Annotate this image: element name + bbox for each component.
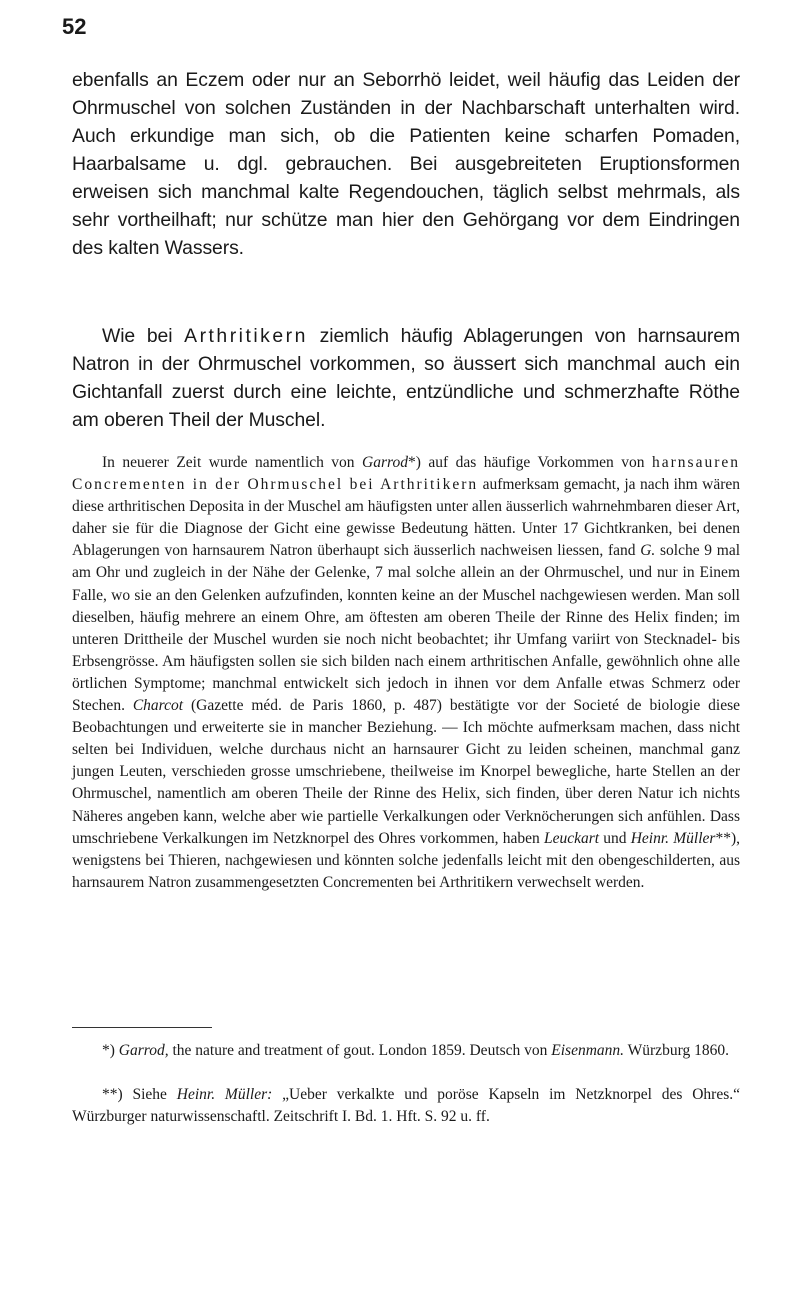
paragraph-1: ebenfalls an Eczem oder nur an Seborrhö leidet, weil häufig das Leiden der Ohrmuschel von solchen Zuständen in der Nachbarschaft unterhalten wird. Auch erkundige man sich, ob die Patienten keine scharfen Pomaden, Haarbalsame u. dgl. gebrauchen. Bei ausgebreiteten Eruptionsformen erweisen sich manchmal kalte Regendouchen, täglich selbst mehrmals, als sehr vortheilhaft; nur schütze man hier den Gehörgang vor dem Eindringen des kalten Wassers. bbox=[72, 69, 740, 259]
footnote-1 bbox=[72, 1040, 740, 1062]
footnote-divider bbox=[72, 1027, 212, 1028]
author-garrod: Garrod bbox=[362, 454, 408, 471]
footnote-2-mark: **) Siehe bbox=[102, 1086, 177, 1103]
author-mueller: Heinr. Müller bbox=[630, 829, 716, 847]
paragraph-2-spaced-term: Arthritikern bbox=[184, 325, 308, 347]
author-leuckart: Leuckart bbox=[543, 829, 600, 847]
footnote-1-text-1: the nature and treatment of gout. London 1859. Deutsch von bbox=[168, 1042, 552, 1059]
paragraph-3-text-5: (Gazette méd. de Paris 1860, p. 487) bestätigte vor der Societé de biologie diese Beobachtungen und erweiterte sie in mancher Beziehung. — Ich möchte aufmerksam machen, dass nicht selten bei Individuen, welche durchaus nicht an harnsaurer Gicht zu leiden scheinen, manchmal ganz jungen Leuten, verschieden grosse umschriebene, theilweise im Knorpel bewegliche, harte Stellen an der Ohrmuschel, namentlich am oberen Theile der Rinne des Helix, sich finden, über deren Natur ich nichts Näheres angeben kann, welche aber wie partielle Verkalkungen oder Verknöcherungen sich anfühlen. Dass umschriebene Verkalkungen im Netzknorpel des Ohres vorkommen, haben bbox=[72, 697, 740, 847]
page-number: 52 bbox=[62, 14, 87, 39]
footnote-1-translator: Eisenmann. bbox=[551, 1042, 625, 1059]
footnote-2 bbox=[72, 1084, 740, 1128]
footnote-1-author: Garrod, bbox=[118, 1042, 169, 1059]
author-g: G. bbox=[640, 542, 656, 560]
author-charcot: Charcot bbox=[132, 697, 184, 715]
paragraph-2-post: ziemlich häufig Ablagerungen von harnsaurem Natron in der Ohrmuschel vorkommen, so äussert sich manchmal auch ein Gichtanfall zuerst durch eine leichte, entzündliche und schmerzhafte Röthe am oberen Theil der Muschel. bbox=[72, 325, 740, 431]
footnote-2-author: Heinr. Müller: bbox=[176, 1086, 273, 1103]
paragraph-3-text-6: und bbox=[599, 829, 631, 847]
paragraph-3-text-4: solche 9 mal am Ohr und zugleich in der Nähe der Gelenke, 7 mal solche allein an der Ohrmuschel, und nur in Einem Falle, wo sie an den Gelenken aufzufinden, konnten keine an der Muschel nachgewiesen werden. Man soll dieselben, häufig mehrere an einem Ohre, am öftesten am oberen Theile der Rinne des Helix finden; im unteren Drittheile der Muschel wurden sie noch nicht beobachtet; ihr Umfang variirt von Stecknadel- bis Erbsengrösse. Am häufigsten sollen sie sich bilden nach einem arthritischen Anfalle, gewöhnlich ohne alle örtlichen Symptome; manchmal entwickelt sich jedoch in ihnen vor dem Anfalle etwas Schmerz oder Stechen. bbox=[72, 542, 741, 715]
footnote-1-mark: *) bbox=[102, 1042, 119, 1059]
paragraph-3-text-7: **), wenigstens bei Thieren, nachgewiesen und könnten solche jedenfalls leicht mit den obengeschilderten, aus harnsaurem Natron zusammengesetzten Concrementen bei Arthritikern verwechselt werden. bbox=[72, 829, 740, 891]
paragraph-3 bbox=[72, 452, 740, 894]
paragraph-3-text-1: In neuerer Zeit wurde namentlich von bbox=[102, 454, 363, 471]
paragraph-3-spaced-term: harnsauren Concrementen in der Ohrmuschel bei Arthritikern bbox=[72, 454, 740, 494]
footnote-1-text-2: Würzburg 1860. bbox=[624, 1042, 729, 1059]
paragraph-3-text-2: *) auf das häufige Vorkommen von bbox=[407, 454, 652, 471]
footnote-2-text-1: „Ueber verkalkte und poröse Kapseln im Netzknorpel des Ohres.“ Würzburger naturwissenschaftl. Zeitschrift I. Bd. 1. Hft. S. 92 u. ff. bbox=[72, 1086, 740, 1125]
paragraph-2-pre: Wie bei bbox=[102, 325, 185, 347]
paragraph-2 bbox=[72, 322, 740, 434]
paragraph-3-text-3: aufmerksam gemacht, ja nach ihm wären diese arthritischen Deposita in der Muschel am häufigsten unter allen äusserlich wahrnehmbaren dieser Art, daher sie für die Diagnose der Gicht eine gewisse Bedeutung hätten. Unter 17 Gichtkranken, bei denen Ablagerungen von harnsaurem Natron überhaupt sich äusserlich nachweisen liessen, fand bbox=[72, 476, 741, 560]
